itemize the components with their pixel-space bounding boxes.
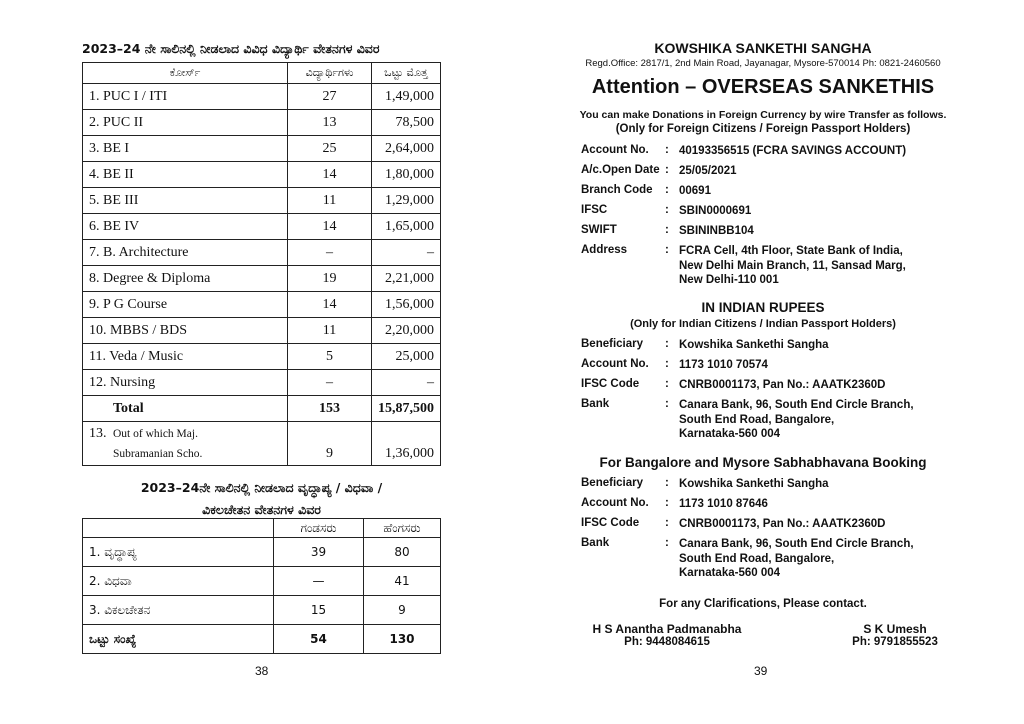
pension-table-body xyxy=(83,538,441,625)
scholarship-table-body xyxy=(83,84,441,396)
detail-value: CNRB0001173, Pan No.: AAATK2360D xyxy=(679,379,886,391)
cell-amount: 1,80,000 xyxy=(372,162,441,188)
detail-key: IFSC Code xyxy=(581,517,640,529)
inr-details xyxy=(581,338,951,442)
cell-amount: 1,56,000 xyxy=(372,292,441,318)
detail-key: Beneficiary xyxy=(581,338,644,350)
page-number-right: 39 xyxy=(754,664,768,678)
cell-women: 80 xyxy=(364,538,441,567)
cell-students: 27 xyxy=(288,84,372,110)
pension-total-label: ಒಟ್ಟು ಸಂಖ್ಯೆ xyxy=(83,625,274,654)
inr-rows xyxy=(581,338,951,398)
table-row xyxy=(83,370,441,396)
foreign-rows xyxy=(581,144,951,244)
cell-women: 41 xyxy=(364,567,441,596)
address-line: FCRA Cell, 4th Floor, State Bank of India, xyxy=(679,245,903,257)
table-row xyxy=(83,162,441,188)
table-row xyxy=(83,266,441,292)
cell-amount: 2,21,000 xyxy=(372,266,441,292)
cell-men: — xyxy=(274,567,364,596)
cell-course: 8. Degree & Diploma xyxy=(83,266,288,292)
detail-row xyxy=(581,204,951,224)
detail-key: IFSC xyxy=(581,204,608,216)
table-row xyxy=(83,318,441,344)
pension-row xyxy=(83,538,441,567)
cell-course: 2. PUC II xyxy=(83,110,288,136)
detail-key: Account No. xyxy=(581,358,649,370)
bank-value xyxy=(679,537,951,581)
bank-line: South End Road, Bangalore, xyxy=(679,552,835,565)
detail-key: Branch Code xyxy=(581,184,653,196)
cell-course: 6. BE IV xyxy=(83,214,288,240)
pension-total-men: 54 xyxy=(274,625,364,654)
colon: : xyxy=(665,224,669,236)
cell-course: 7. B. Architecture xyxy=(83,240,288,266)
table-row xyxy=(83,136,441,162)
address-line: New Delhi-110 001 xyxy=(679,274,779,286)
scholarship-table xyxy=(82,62,441,466)
detail-row xyxy=(581,378,951,398)
colon: : xyxy=(665,477,669,489)
pension-table xyxy=(82,518,441,654)
pension-total-women: 130 xyxy=(364,625,441,654)
colon: : xyxy=(665,517,669,529)
table-row xyxy=(83,84,441,110)
person-phone: Ph: 9448084615 xyxy=(624,636,710,648)
colon: : xyxy=(665,398,669,410)
foreign-note-line2: (Only for Foreign Citizens / Foreign Passport Holders) xyxy=(615,123,911,135)
booking-details xyxy=(581,477,951,581)
pension-row xyxy=(83,567,441,596)
table-row xyxy=(83,240,441,266)
colon: : xyxy=(665,537,669,549)
colon: : xyxy=(665,358,669,370)
bank-line: Karnataka-560 004 xyxy=(679,428,781,440)
cell-amount: 25,000 xyxy=(372,344,441,370)
cell-students: 25 xyxy=(288,136,372,162)
table-row xyxy=(83,110,441,136)
cell-men: 15 xyxy=(274,596,364,625)
pension-title xyxy=(82,477,441,521)
cell-course: 1. PUC I / ITI xyxy=(83,84,288,110)
cell-label: 1. ವೃದ್ಧಾಪ್ಯ xyxy=(83,538,274,567)
detail-row xyxy=(581,224,951,244)
colon: : xyxy=(665,164,669,176)
cell-amount: 78,500 xyxy=(372,110,441,136)
maj-line1: Out of which Maj. xyxy=(113,427,198,440)
detail-value: 1173 1010 70574 xyxy=(679,359,768,371)
detail-value: Kowshika Sankethi Sangha xyxy=(679,478,829,490)
cell-students: 14 xyxy=(288,162,372,188)
colon: : xyxy=(665,338,669,350)
inr-note: (Only for Indian Citizens / Indian Passport Holders) xyxy=(630,318,896,330)
detail-row xyxy=(581,497,951,517)
detail-value: 40193356515 (FCRA SAVINGS ACCOUNT) xyxy=(679,145,907,157)
detail-row xyxy=(581,517,951,537)
pension-title-line2: ವಿಕಲಚೇತನ ವೇತನಗಳ ವಿವರ xyxy=(202,502,321,517)
maj-course-cell xyxy=(83,422,288,466)
inr-bank-row xyxy=(581,398,951,442)
cell-students: 11 xyxy=(288,318,372,344)
cell-students: 5 xyxy=(288,344,372,370)
booking-rows xyxy=(581,477,951,537)
table-total-row xyxy=(83,396,441,422)
cell-students: 11 xyxy=(288,188,372,214)
table-row xyxy=(83,188,441,214)
cell-students: 14 xyxy=(288,214,372,240)
table-row xyxy=(83,214,441,240)
detail-row xyxy=(581,358,951,378)
header-amount: ಒಟ್ಟು ಮೊತ್ತ xyxy=(372,63,441,84)
detail-value: 00691 xyxy=(679,185,711,197)
detail-key: Account No. xyxy=(581,497,649,509)
cell-amount: – xyxy=(372,370,441,396)
pension-header-women: ಹೆಂಗಸರು xyxy=(364,519,441,538)
detail-key: Beneficiary xyxy=(581,477,644,489)
detail-key: SWIFT xyxy=(581,224,617,236)
org-name: KOWSHIKA SANKETHI SANGHA xyxy=(654,40,872,56)
cell-amount: 2,20,000 xyxy=(372,318,441,344)
bank-line: Canara Bank, 96, South End Circle Branch, xyxy=(679,399,914,411)
booking-heading: For Bangalore and Mysore Sabhabhavana Booking xyxy=(599,455,927,470)
cell-students: 13 xyxy=(288,110,372,136)
table-row xyxy=(83,292,441,318)
bank-key: Bank xyxy=(581,398,610,410)
pension-header-row xyxy=(83,519,441,538)
address-line: New Delhi Main Branch, 11, Sansad Marg, xyxy=(679,259,906,272)
person-phone: Ph: 9791855523 xyxy=(852,636,938,648)
detail-key: A/c.Open Date xyxy=(581,164,660,176)
regd-office: Regd.Office: 2817/1, 2nd Main Road, Jayanagar, Mysore-570014 Ph: 0821-2460560 xyxy=(585,58,941,69)
total-label: Total xyxy=(83,396,288,422)
cell-women: 9 xyxy=(364,596,441,625)
pension-header-blank xyxy=(83,519,274,538)
detail-value: SBIN0000691 xyxy=(679,205,752,217)
scholarship-title: 2023–24 ನೇ ಸಾಲಿನಲ್ಲಿ ನೀಡಲಾದ ವಿವಿಧ ವಿದ್ಯಾರ್ಥಿ ವೇತನಗಳ ವಿವರ xyxy=(82,41,380,56)
cell-label: 3. ವಿಕಲಚೇತನ xyxy=(83,596,274,625)
colon: : xyxy=(665,184,669,196)
colon: : xyxy=(665,204,669,216)
cell-label: 2. ವಿಧವಾ xyxy=(83,567,274,596)
cell-course: 4. BE II xyxy=(83,162,288,188)
colon: : xyxy=(665,144,669,156)
cell-amount: 2,64,000 xyxy=(372,136,441,162)
cell-course: 5. BE III xyxy=(83,188,288,214)
page-number-left: 38 xyxy=(255,664,269,678)
header-students: ವಿದ್ಯಾರ್ಥಿಗಳು xyxy=(288,63,372,84)
table-row xyxy=(83,422,441,466)
pension-total-row xyxy=(83,625,441,654)
cell-course: 11. Veda / Music xyxy=(83,344,288,370)
bank-line: Canara Bank, 96, South End Circle Branch, xyxy=(679,538,914,550)
detail-row xyxy=(581,184,951,204)
address-value xyxy=(679,244,951,288)
detail-row xyxy=(581,164,951,184)
detail-value: Kowshika Sankethi Sangha xyxy=(679,339,829,351)
cell-students: – xyxy=(288,370,372,396)
table-row xyxy=(83,344,441,370)
pension-row xyxy=(83,596,441,625)
attention-heading: Attention – OVERSEAS SANKETHIS xyxy=(591,76,935,98)
maj-amount: 1,36,000 xyxy=(372,422,441,466)
contact-person-2 xyxy=(840,622,950,648)
detail-row xyxy=(581,144,951,164)
bank-key: Bank xyxy=(581,537,610,549)
detail-key: Account No. xyxy=(581,144,649,156)
cell-course: 3. BE I xyxy=(83,136,288,162)
person-name: S K Umesh xyxy=(863,622,927,636)
foreign-details xyxy=(581,144,951,288)
cell-students: 19 xyxy=(288,266,372,292)
detail-row xyxy=(581,477,951,497)
inr-heading: IN INDIAN RUPEES xyxy=(701,300,825,315)
address-key: Address xyxy=(581,244,628,256)
foreign-note xyxy=(578,108,948,136)
cell-course: 9. P G Course xyxy=(83,292,288,318)
detail-value: SBININBB104 xyxy=(679,225,754,237)
header-course: ಕೋರ್ಸ್ xyxy=(83,63,288,84)
cell-amount: 1,29,000 xyxy=(372,188,441,214)
cell-students: – xyxy=(288,240,372,266)
bank-line: Karnataka-560 004 xyxy=(679,567,781,579)
person-name: H S Anantha Padmanabha xyxy=(592,622,742,636)
detail-key: IFSC Code xyxy=(581,378,640,390)
total-amount: 15,87,500 xyxy=(372,396,441,422)
cell-amount: 1,65,000 xyxy=(372,214,441,240)
contact-person-1 xyxy=(582,622,752,648)
bank-value xyxy=(679,398,951,442)
maj-text xyxy=(113,424,202,464)
foreign-note-line1: You can make Donations in Foreign Currency by wire Transfer as follows. xyxy=(579,109,947,121)
cell-course: 10. MBBS / BDS xyxy=(83,318,288,344)
colon: : xyxy=(665,244,669,256)
bank-line: South End Road, Bangalore, xyxy=(679,413,835,426)
maj-students: 9 xyxy=(288,422,372,466)
contact-note: For any Clarifications, Please contact. xyxy=(659,598,867,610)
pension-header-men: ಗಂಡಸರು xyxy=(274,519,364,538)
maj-line2: Subramanian Scho. xyxy=(113,447,203,460)
booking-bank-row xyxy=(581,537,951,581)
cell-men: 39 xyxy=(274,538,364,567)
detail-value: 25/05/2021 xyxy=(679,165,737,177)
colon: : xyxy=(665,378,669,390)
cell-course: 12. Nursing xyxy=(83,370,288,396)
colon: : xyxy=(665,497,669,509)
detail-row xyxy=(581,338,951,358)
foreign-address-row xyxy=(581,244,951,288)
pension-title-line1: 2023–24ನೇ ಸಾಲಿನಲ್ಲಿ ನೀಡಲಾದ ವೃದ್ಧಾಪ್ಯ / ವಿಧವಾ / xyxy=(140,480,383,495)
total-students: 153 xyxy=(288,396,372,422)
detail-value: 1173 1010 87646 xyxy=(679,498,768,510)
table-header-row xyxy=(83,63,441,84)
maj-number: 13. xyxy=(89,425,107,441)
cell-amount: 1,49,000 xyxy=(372,84,441,110)
cell-students: 14 xyxy=(288,292,372,318)
cell-amount: – xyxy=(372,240,441,266)
detail-value: CNRB0001173, Pan No.: AAATK2360D xyxy=(679,518,886,530)
